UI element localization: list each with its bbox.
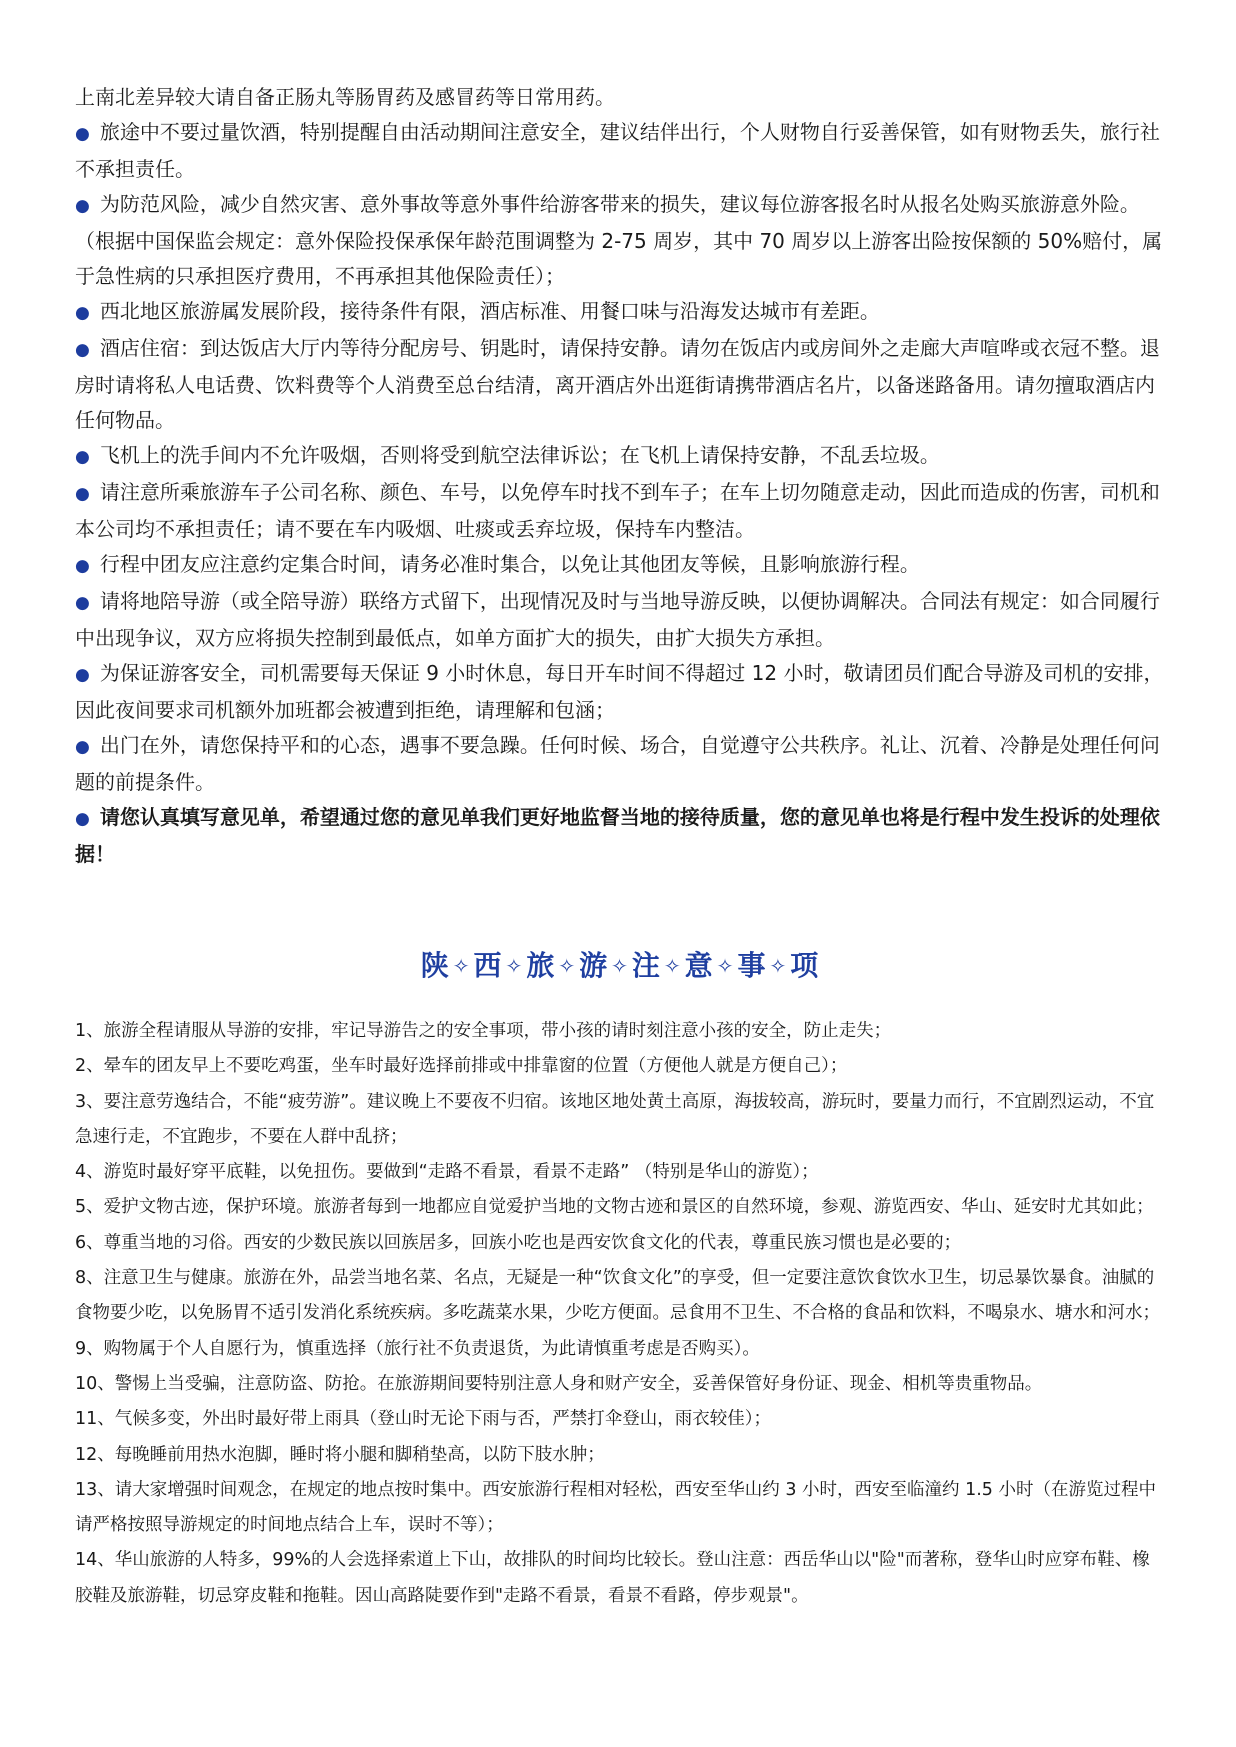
title-char: 注: [631, 949, 661, 982]
bullet-text: 请注意所乘旅游车子公司名称、颜色、车号，以免停车时找不到车子；在车上切勿随意走动，因此而造成的伤害，司机和本公司均不承担责任；请不要在车内吸烟、吐痰或丢弃垃圾，保持车内整洁。: [75, 480, 1160, 541]
bullet-item: [75, 584, 1165, 656]
sparkle-separator-icon: ✧: [558, 954, 577, 978]
bullet-dot-icon: ●: [75, 303, 90, 323]
bullet-item: [75, 728, 1165, 800]
sparkle-separator-icon: ✧: [663, 954, 682, 978]
bullet-item: [75, 115, 1165, 187]
bullet-dot-icon: ●: [75, 665, 90, 685]
sparkle-separator-icon: ✧: [611, 954, 629, 978]
numbered-item: 1、旅游全程请服从导游的安排，牢记导游告之的安全事项，带小孩的请时刻注意小孩的安全，防止走失；: [75, 1021, 892, 1041]
bullet-item: [75, 294, 1165, 331]
bullet-item: [75, 800, 1165, 872]
document-page: [75, 80, 1165, 1614]
bullet-text: 为保证游客安全，司机需要每天保证 9 小时休息，每日开车时间不得超过 12 小时，敬请团员们配合导游及司机的安排，因此夜间要求司机额外加班都会被遭到拒绝，请理解和包涵；: [75, 661, 1164, 722]
bullet-dot-icon: ●: [75, 447, 90, 467]
bullet-dot-icon: ●: [75, 809, 90, 829]
bullet-dot-icon: ●: [75, 124, 90, 144]
bullet-dot-icon: ●: [75, 340, 90, 360]
numbered-item: 12、每晚睡前用热水泡脚，睡时将小腿和脚稍垫高，以防下肢水肿；: [75, 1444, 605, 1465]
bullet-item: [75, 547, 1165, 584]
bullet-dot-icon: ●: [75, 196, 90, 216]
bullet-text: 请您认真填写意见单，希望通过您的意见单我们更好地监督当地的接待质量，您的意见单也将是行程中发生投诉的处理依据！: [75, 805, 1160, 866]
notice-bullet-list: [75, 115, 1165, 872]
numbered-item: 3、要注意劳逸结合，不能“疲劳游”。建议晚上不要夜不归宿。该地区地处黄土高原，海拔较高，游玩时，要量力而行，不宜剧烈运动，不宜急速行走，不宜跑步，不要在人群中乱挤；: [75, 1091, 1155, 1147]
bullet-text: 飞机上的洗手间内不允许吸烟，否则将受到航空法律诉讼；在飞机上请保持安静，不乱丢垃圾。: [99, 443, 940, 467]
numbered-item: 9、购物属于个人自愿行为，慎重选择（旅行社不负责退货，为此请慎重考虑是否购买）。: [75, 1338, 760, 1359]
numbered-item: 11、气候多变，外出时最好带上雨具（登山时无论下雨与否，严禁打伞登山，雨衣较佳）；: [75, 1409, 772, 1430]
title-char: 陕: [420, 949, 450, 982]
intro-paragraph: 上南北差异较大请自备正肠丸等肠胃药及感冒药等日常用药。: [75, 85, 615, 109]
title-char: 事: [737, 949, 767, 982]
bullet-text: 行程中团友应注意约定集合时间，请务必准时集合，以免让其他团友等候，且影响旅游行程。: [99, 552, 920, 576]
bullet-text: 旅途中不要过量饮酒，特别提醒自由活动期间注意安全，建议结伴出行，个人财物自行妥善保管，如有财物丢失，旅行社不承担责任。: [75, 120, 1160, 181]
section-title: [75, 944, 1165, 984]
title-char: 西: [473, 949, 503, 982]
title-char: 意: [684, 949, 714, 982]
bullet-text: 出门在外，请您保持平和的心态，遇事不要急躁。任何时候、场合，自觉遵守公共秩序。礼让、沉着、冷静是处理任何问题的前提条件。: [75, 733, 1160, 794]
numbered-item: 5、爱护文物古迹，保护环境。旅游者每到一地都应自觉爱护当地的文物古迹和景区的自然环境，参观、游览西安、华山、延安时尤其如此；: [75, 1197, 1154, 1218]
numbered-item: 10、警惕上当受骗，注意防盗、防抢。在旅游期间要特别注意人身和财产安全，妥善保管好身份证、现金、相机等贵重物品。: [75, 1373, 1043, 1394]
numbered-item: 6、尊重当地的习俗。西安的少数民族以回族居多，回族小吃也是西安饮食文化的代表，尊重民族习惯也是必要的；: [75, 1232, 962, 1253]
title-char: 项: [790, 949, 820, 982]
bullet-text: 酒店住宿：到达饭店大厅内等待分配房号、钥匙时，请保持安静。请勿在饭店内或房间外之走廊大声喧哗或衣冠不整。退房时请将私人电话费、饮料费等个人消费至总台结清，离开酒店外出逛街请携带酒店名片，以备迷路备用。请勿擅取酒店内任何物品。: [75, 336, 1160, 432]
bullet-item: [75, 331, 1165, 438]
bullet-dot-icon: ●: [75, 484, 90, 504]
bullet-item: [75, 438, 1165, 475]
numbered-item: 2、晕车的团友早上不要吃鸡蛋，坐车时最好选择前排或中排靠窗的位置（方便他人就是方便自己）；: [75, 1056, 848, 1077]
bullet-text: 请将地陪导游（或全陪导游）联络方式留下，出现情况及时与当地导游反映，以便协调解决。合同法有规定：如合同履行中出现争议，双方应将损失控制到最低点，如单方面扩大的损失，由扩大损失方承担。: [75, 589, 1160, 650]
numbered-item: 14、华山旅游的人特多，99%的人会选择索道上下山，故排队的时间均比较长。登山注意：西岳华山以"险"而著称，登华山时应穿布鞋、橡胶鞋及旅游鞋，切忌穿皮鞋和拖鞋。因山高路陡要作到"走路不看景，看景不看路，停步观景"。: [75, 1550, 1150, 1606]
bullet-text: 为防范风险，减少自然灾害、意外事故等意外事件给游客带来的损失，建议每位游客报名时从报名处购买旅游意外险。（根据中国保监会规定：意外保险投保承保年龄范围调整为 2-75 周岁，其中 70 周岁以上游客出险按保额的 50%赔付，属于急性病的只承担医疗费用，不再承担其他保险责任）；: [75, 192, 1163, 288]
bullet-dot-icon: ●: [75, 737, 90, 757]
numbered-item: 13、请大家增强时间观念，在规定的地点按时集中。西安旅游行程相对轻松，西安至华山约 3 小时，西安至临潼约 1.5 小时（在游览过程中请严格按照导游规定的时间地点结合上车，误时不等）；: [75, 1479, 1156, 1536]
bullet-text: 西北地区旅游属发展阶段，接待条件有限，酒店标准、用餐口味与沿海发达城市有差距。: [99, 299, 880, 323]
title-char: 旅: [526, 949, 556, 982]
sparkle-separator-icon: ✧: [716, 954, 735, 978]
sparkle-separator-icon: ✧: [505, 954, 524, 978]
numbered-item: 4、游览时最好穿平底鞋，以免扭伤。要做到“走路不看景，看景不走路” （特别是华山的游览）；: [75, 1162, 819, 1183]
bullet-dot-icon: ●: [75, 556, 90, 576]
title-char: 游: [579, 949, 609, 982]
bullet-item: [75, 475, 1165, 547]
numbered-item: 8、注意卫生与健康。旅游在外，品尝当地名菜、名点，无疑是一种“饮食文化”的享受，但一定要注意饮食饮水卫生，切忌暴饮暴食。油腻的食物要少吃，以免肠胃不适引发消化系统疾病。多吃蔬菜水果，少吃方便面。忌食用不卫生、不合格的食品和饮料，不喝泉水、塘水和河水；: [75, 1268, 1160, 1324]
bullet-item: [75, 187, 1165, 294]
bullet-dot-icon: ●: [75, 593, 90, 613]
sparkle-separator-icon: ✧: [452, 954, 471, 978]
sparkle-separator-icon: ✧: [769, 954, 788, 978]
numbered-notice-list: [75, 1014, 1165, 1614]
bullet-item: [75, 656, 1165, 728]
